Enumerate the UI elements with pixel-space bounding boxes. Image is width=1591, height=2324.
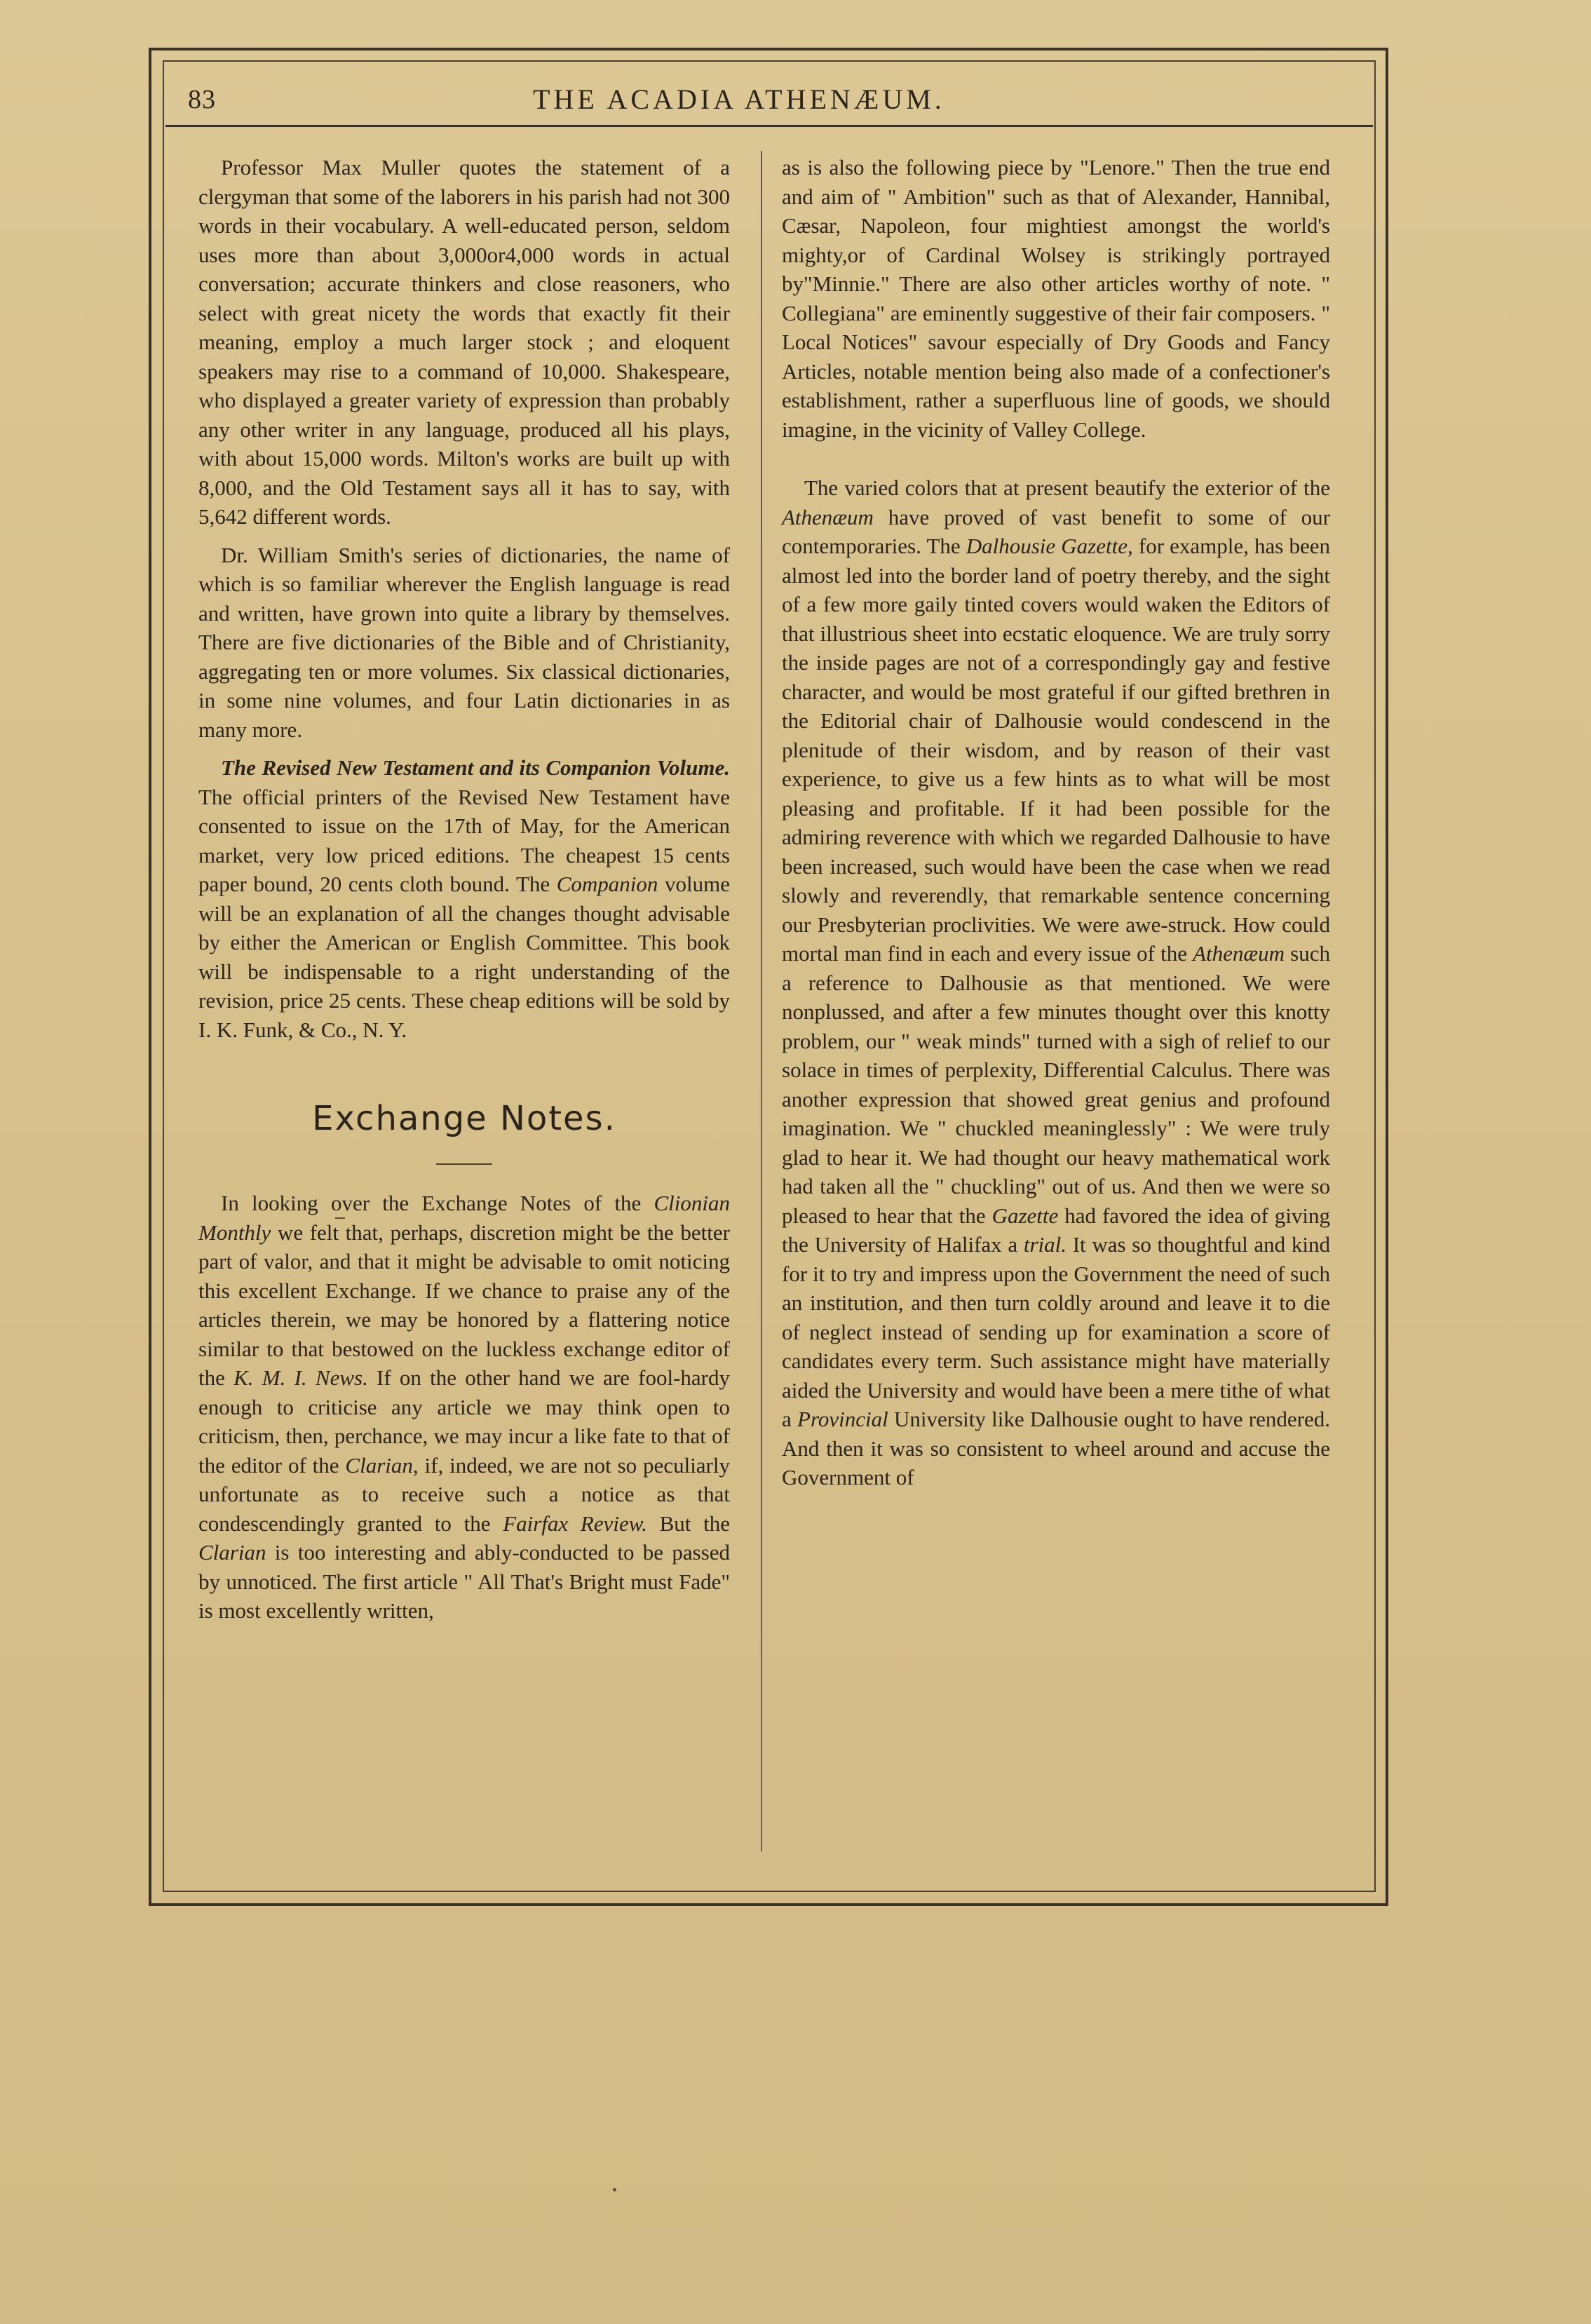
right-column [782, 153, 1330, 1492]
left-column [198, 153, 730, 1626]
paragraph-dalhousie-gazette: The varied colors that at present beautify the exterior of the Athenæum have proved of vast benefit to some of our contemporaries. The Dalhousie Gazette, for example, has been almost led into the border land of poetry thereby, and the sight of a few more gaily tinted covers would waken the Editors of that illustrious sheet into ecstatic eloquence. We are truly sorry the inside pages are not of a correspondingly gay and festive character, and would be most grateful if our gifted brethren in the Editorial chair of Dalhousie would condescend in the plenitude of their wisdom, and by reason of their vast experience, to give us a few hints as to what will be most pleasing and profitable. If it had been possible for the admiring reverence with which we regarded Dalhousie to have been increased, such would have been the case when we read slowly and reverendly, that remarkable sentence concerning our Presbyterian proclivities. We were awe-struck. How could mortal man find in each and every issue of the Athenæum such a reference to Dalhousie as that mentioned. We were nonplussed, and after a few minutes thought over this knotty problem, our " weak minds" turned with a sigh of relief to our solace in times of perplexity, Differential Calculus. There was another expression that showed great genius and profound imagination. We " chuckled meaninglessly" : We were truly glad to hear it. We had thought our heavy mathematical work had taken all the " chuckling" out of us. And then we were so pleased to hear that the Gazette had favored the idea of giving the University of Halifax a trial. It was so thoughtful and kind for it to try and impress upon the Government the need of such an institution, and then turn coldly around and leave it to die of neglect instead of sending up for examination a score of candidates every term. Such assistance might have materially aided the University and would have been a mere tithe of what a Provincial University like Dalhousie ought to have rendered. And then it was so consistent to wheel around and accuse the Government of [782, 475, 1331, 1489]
paragraph-clarian-continued: as is also the following piece by "Lenore." Then the true end and aim of " Ambition" such as that of Alexander, Hannibal, Cæsar, Napoleon, four mightiest amongst the world's mighty,or of Cardinal Wolsey is strikingly portrayed by"Minnie." There are also other articles worthy of note. " Collegiana" are eminently suggestive of their fair composers. " Local Notices" savour especially of Dry Goods and Fancy Articles, notable mention being also made of a confectioner's establishment, rather a superfluous line of goods, we should imagine, in the vicinity of Valley College. [782, 155, 1330, 442]
section-title: Exchange Notes. [312, 1099, 616, 1138]
header-rule [165, 125, 1373, 127]
title-rule [436, 1163, 492, 1165]
paragraph-dictionaries: Dr. William Smith's series of dictionaries, the name of which is so familiar wherever the English language is read and written, have grown into quite a library by themselves. There are five dictionaries of the Bible and of Christianity, aggregating ten or more volumes. Six classical dictionaries, in some nine volumes, and four Latin dictionaries in as many more. [198, 542, 730, 742]
paragraph-vocabulary: Professor Max Muller quotes the statement of a clergyman that some of the laborers in his parish had not 300 words in their vocabulary. A well-educated person, seldom uses more than about 3,000or4,000 words in actual conversation; accurate thinkers and close reasoners, who select with great nicety the words that exactly fit their meaning, employ a much larger stock ; and eloquent speakers may rise to a command of 10,000. Shakespeare, who displayed a greater variety of expression than probably any other writer in any language, produced all his plays, with about 15,000 words. Milton's works are built up with 8,000, and the Old Testament says all it has to say, with 5,642 different words. [198, 155, 730, 529]
paragraph-exchange-clarian: In looking over the Exchange Notes of the Clionian Monthly we felt that, perhaps, discretion might be the better part of valor, and that it might be advisable to omit noticing this excellent Exchange. If we chance to praise any of the articles therein, we may be honored by a flattering notice similar to that bestowed on the luckless exchange editor of the K. M. I. News. If on the other hand we are fool-hardy enough to criticise any article we may think open to criticism, then, perchance, we may incur a like fate to that of the editor of the Clarian, if, indeed, we are not so peculiarly unfortunate as to receive such a notice as that condescendingly granted to the Fairfax Review. But the Clarian is too interesting and ably-conducted to be passed by unnoticed. The first article " All That's Bright must Fade" is most excellently written, [198, 1191, 730, 1623]
paragraph-revised-testament: The Revised New Testament and its Companion Volume. The official printers of the Revised New Testament have consented to issue on the 17th of May, for the American market, very low priced editions. The cheapest 15 cents paper bound, 20 cents cloth bound. The Companion volume will be an explanation of all the changes thought advisable by either the American or English Committee. This book will be indispensable to a right understanding of the revision, price 25 cents. These cheap editions will be sold by I. K. Funk, & Co., N. Y. [198, 755, 730, 1042]
paragraph-lead: The Revised New Testament and its Companion Volume. [221, 755, 730, 780]
page-number: 83 [188, 85, 216, 114]
column-divider [761, 151, 762, 1851]
running-title: THE ACADIA ATHENÆUM. [533, 83, 945, 115]
print-speck [613, 2188, 616, 2191]
